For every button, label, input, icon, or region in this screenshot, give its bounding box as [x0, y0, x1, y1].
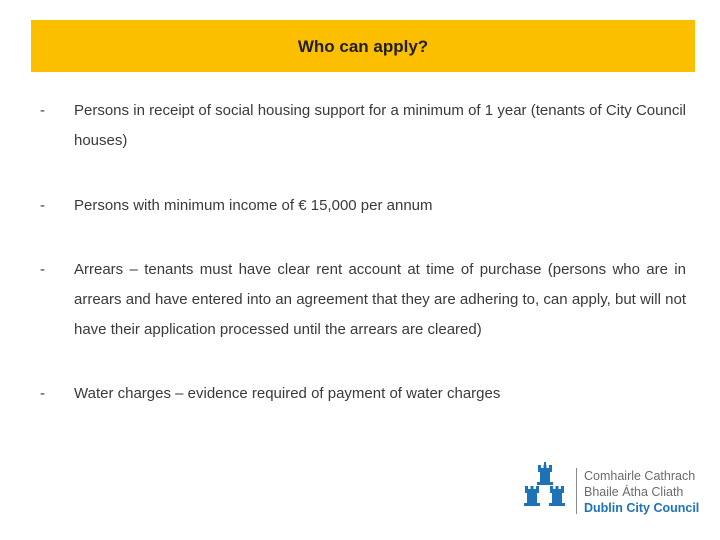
dublin-city-council-logo — [520, 462, 710, 520]
bullet-text: Arrears – tenants must have clear rent account at time of purchase (persons who are in arrears and have entered into an agreement that they are adhering to, can apply, but will not have their application processed until the arrears are cleared) — [74, 261, 686, 338]
logo-line-irish-1: Comhairle Cathrach — [584, 469, 696, 483]
logo-divider — [576, 468, 577, 514]
bullet-marker: - — [40, 385, 45, 402]
bullet-marker: - — [40, 197, 45, 214]
bullet-marker: - — [40, 261, 45, 278]
bullet-text: Persons with minimum income of € 15,000 per annum — [74, 197, 433, 214]
logo-line-english: Dublin City Council — [584, 501, 700, 515]
three-castles-icon — [520, 462, 570, 518]
bullet-marker: - — [40, 102, 45, 119]
bullet-text: Persons in receipt of social housing support for a minimum of 1 year (tenants of City Council houses) — [74, 102, 686, 149]
bullet-text: Water charges – evidence required of payment of water charges — [74, 385, 501, 402]
logo-line-irish-2: Bhaile Átha Cliath — [584, 485, 684, 499]
slide-title: Who can apply? — [297, 36, 429, 56]
